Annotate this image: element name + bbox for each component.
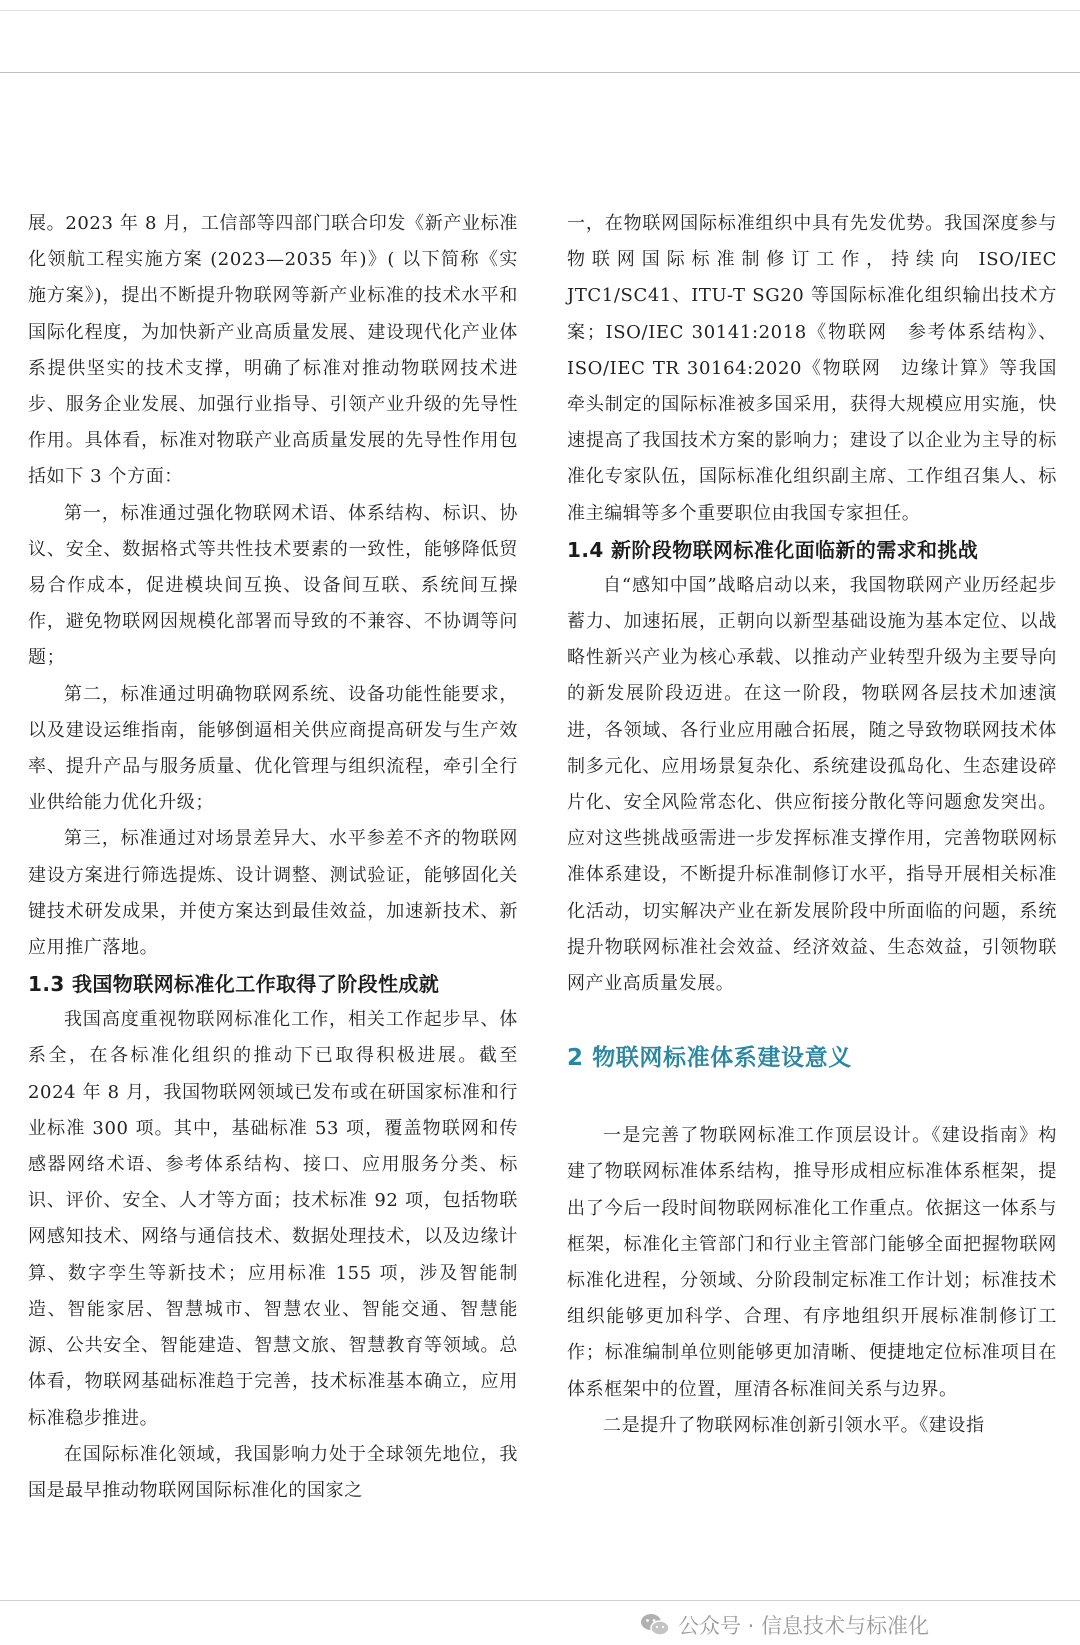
section-heading-1-3: 1.3 我国物联网标准化工作取得了阶段性成就 [28, 972, 440, 997]
spacer [567, 1078, 1057, 1118]
spacer [567, 1002, 1057, 1038]
paragraph: 自“感知中国”战略启动以来，我国物联网产业历经起步蓄力、加速拓展，正朝向以新型基础设施为基本定位、以战略性新兴产业为核心承载、以推动产业转型升级为主要导向的新发展阶段迈进。在这一阶段，物联网各层技术加速演进，各领域、各行业应用融合拓展，随之导致物联网技术体制多元化、应用场景复杂化、系统建设孤岛化、生态建设碎片化、安全风险常态化、供应衔接分散化等问题愈发突出。应对这些挑战亟需进一步发挥标准支撑作用，完善物联网标准体系建设，不断提升标准制修订水平，指导开展相关标准化活动，切实解决产业在新发展阶段中所面临的问题，系统提升物联网标准社会效益、经济效益、生态效益，引领物联网产业高质量发展。 [567, 574, 1057, 995]
paragraph-first-point: 第一，标准通过强化物联网术语、体系结构、标识、协议、安全、数据格式等共性技术要素的一致性，能够降低贸易合作成本，促进模块间互换、设备间互联、系统间互操作，避免物联网因规模化部署而导致的不兼容、不协调等问题； [28, 502, 518, 669]
paragraph: 在国际标准化领域，我国影响力处于全球领先地位，我国是最早推动物联网国际标准化的国家之 [28, 1443, 518, 1501]
paragraph: 二是提升了物联网标准创新引领水平。《建设指 [603, 1414, 985, 1436]
paragraph: 展。2023 年 8 月，工信部等四部门联合印发《新产业标准化领航工程实施方案 (2023—2035 年)》( 以下简称《实施方案》)，提出不断提升物联网等新产业标准的技术水平和国际化程度，为加快新产业高质量发展、建设现代化产业体系提供坚实的技术支撑，明确了标准对推动物联网技术进步、服务企业发展、加强行业指导、引领产业升级的先导性作用。具体看，标准对物联产业高质量发展的先导性作用包括如下 3 个方面： [28, 213, 518, 488]
paragraph-third-point: 第三，标准通过对场景差异大、水平参差不齐的物联网建设方案进行筛选提炼、设计调整、测试验证，能够固化关键技术研发成果，并使方案达到最佳效益，加速新技术、新应用推广落地。 [28, 828, 518, 959]
header-rule [0, 72, 1080, 73]
watermark-text: 公众号 · 信息技术与标准化 [678, 1614, 930, 1638]
paragraph: 一，在物联网国际标准组织中具有先发优势。我国深度参与物联网国际标准制修订工作，持续向 ISO/IEC JTC1/SC41、ITU-T SG20 等国际标准化组织输出技术方案；ISO/IEC 30141:2018《物联网 参考体系结构》、ISO/IEC TR 30164:2020《物联网 边缘计算》等我国牵头制定的国际标准被多国采用，获得大规模应用实施，快速提高了我国技术方案的影响力；建设了以企业为主导的标准化专家队伍，国际标准化组织副主席、工作组召集人、标准主编辑等多个重要职位由我国专家担任。 [567, 213, 1057, 524]
top-edge-line [0, 10, 1080, 11]
paragraph-second-point: 第二，标准通过明确物联网系统、设备功能性能要求，以及建设运维指南，能够倒逼相关供应商提高研发与生产效率、提升产品与服务质量、优化管理与组织流程，牵引全行业供给能力优化升级； [28, 683, 518, 814]
left-column [28, 206, 518, 1509]
watermark [640, 1610, 929, 1640]
right-column [567, 206, 1057, 1444]
section-heading-1-4: 1.4 新阶段物联网标准化面临新的需求和挑战 [567, 537, 979, 562]
wechat-icon [640, 1612, 670, 1638]
paragraph: 一是完善了物联网标准工作顶层设计。《建设指南》构建了物联网标准体系结构，推导形成相应标准体系框架，提出了今后一段时间物联网标准化工作重点。依据这一体系与框架，标准化主管部门和行业主管部门能够全面把握物联网标准化进程，分领域、分阶段制定标准工作计划；标准技术组织能够更加科学、合理、有序地组织开展标准制修订工作；标准编制单位则能够更加清晰、便捷地定位标准项目在体系框架中的位置，厘清各标准间关系与边界。 [567, 1125, 1057, 1400]
footer-rule [0, 1600, 1080, 1601]
chapter-heading-2: 2 物联网标准体系建设意义 [567, 1045, 852, 1072]
paragraph: 我国高度重视物联网标准化工作，相关工作起步早、体系全，在各标准化组织的推动下已取得积极进展。截至 2024 年 8 月，我国物联网领域已发布或在研国家标准和行业标准 300 项。其中，基础标准 53 项，覆盖物联网和传感器网络术语、参考体系结构、接口、应用服务分类、标识、评价、安全、人才等方面；技术标准 92 项，包括物联网感知技术、网络与通信技术、数据处理技术，以及边缘计算、数字孪生等新技术；应用标准 155 项，涉及智能制造、智能家居、智慧城市、智慧农业、智能交通、智慧能源、公共安全、智能建造、智慧文旅、智慧教育等领域。总体看，物联网基础标准趋于完善，技术标准基本确立，应用标准稳步推进。 [28, 1009, 518, 1429]
